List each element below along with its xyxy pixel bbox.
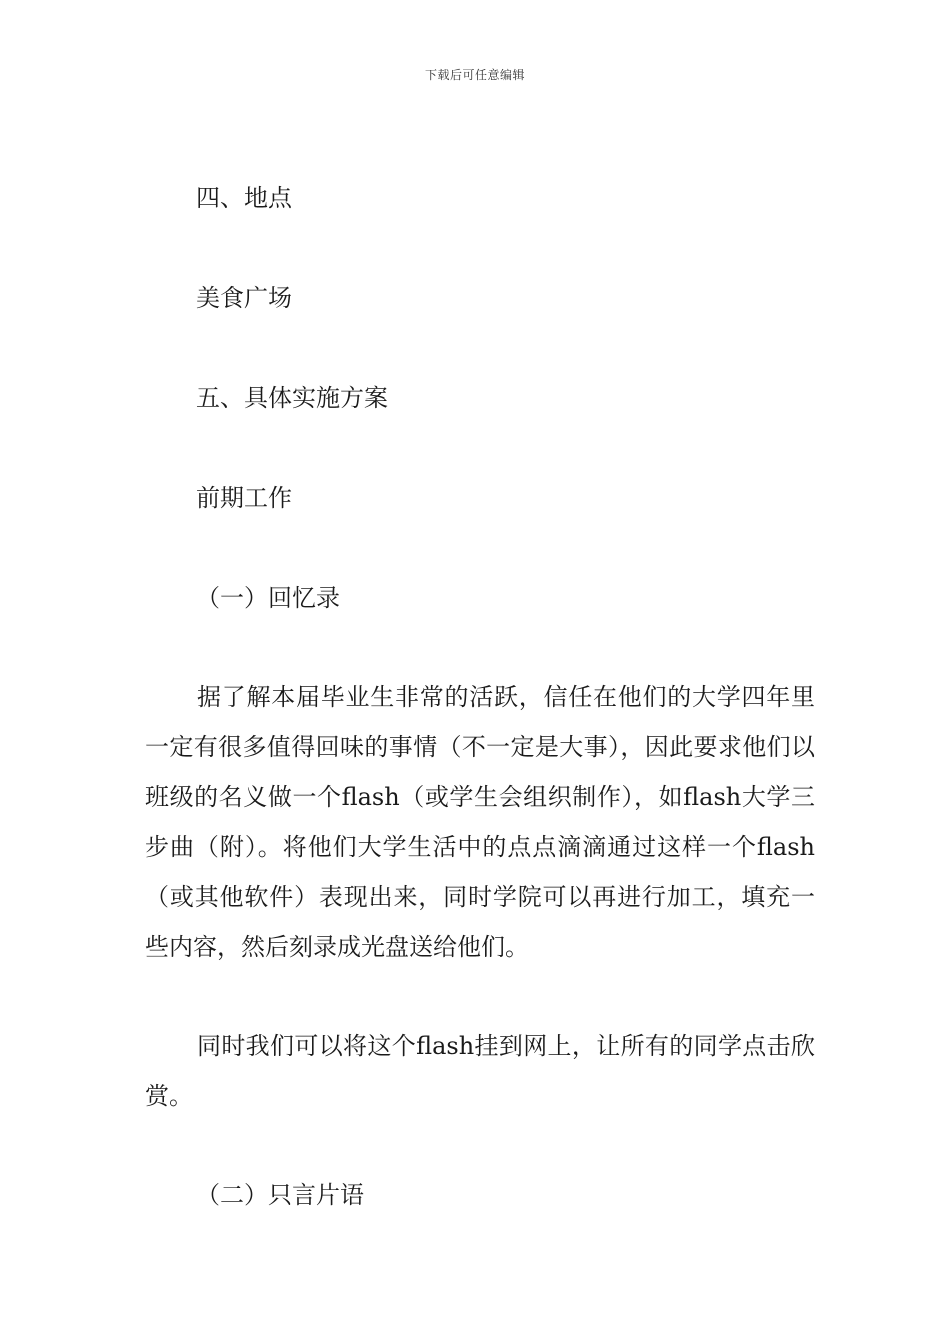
subsection-title-memoir: （一）回忆录: [196, 584, 340, 612]
subsection-title-quotes: （二）只言片语: [196, 1181, 364, 1209]
section-heading-prework: 前期工作: [196, 484, 292, 512]
location-value: 美食广场: [196, 284, 292, 312]
section-heading-plan: 五、具体实施方案: [196, 384, 388, 412]
page-header-note: 下载后可任意编辑: [424, 68, 525, 82]
paragraph-memoir: 据了解本届毕业生非常的活跃，信任在他们的大学四年里一定有很多值得回味的事情（不一定是大事），因此要求他们以班级的名义做一个flash（或学生会组织制作），如flash大学三步曲（附）。将他们大学生活中的点点滴滴通过这样一个flash（或其他软件）表现出来，同时学院可以再进行加工，填充一些内容，然后刻录成光盘送给他们。: [145, 683, 815, 961]
section-heading-location: 四、地点: [196, 184, 292, 212]
paragraph-online: 同时我们可以将这个flash挂到网上，让所有的同学点击欣赏。: [145, 1032, 815, 1110]
